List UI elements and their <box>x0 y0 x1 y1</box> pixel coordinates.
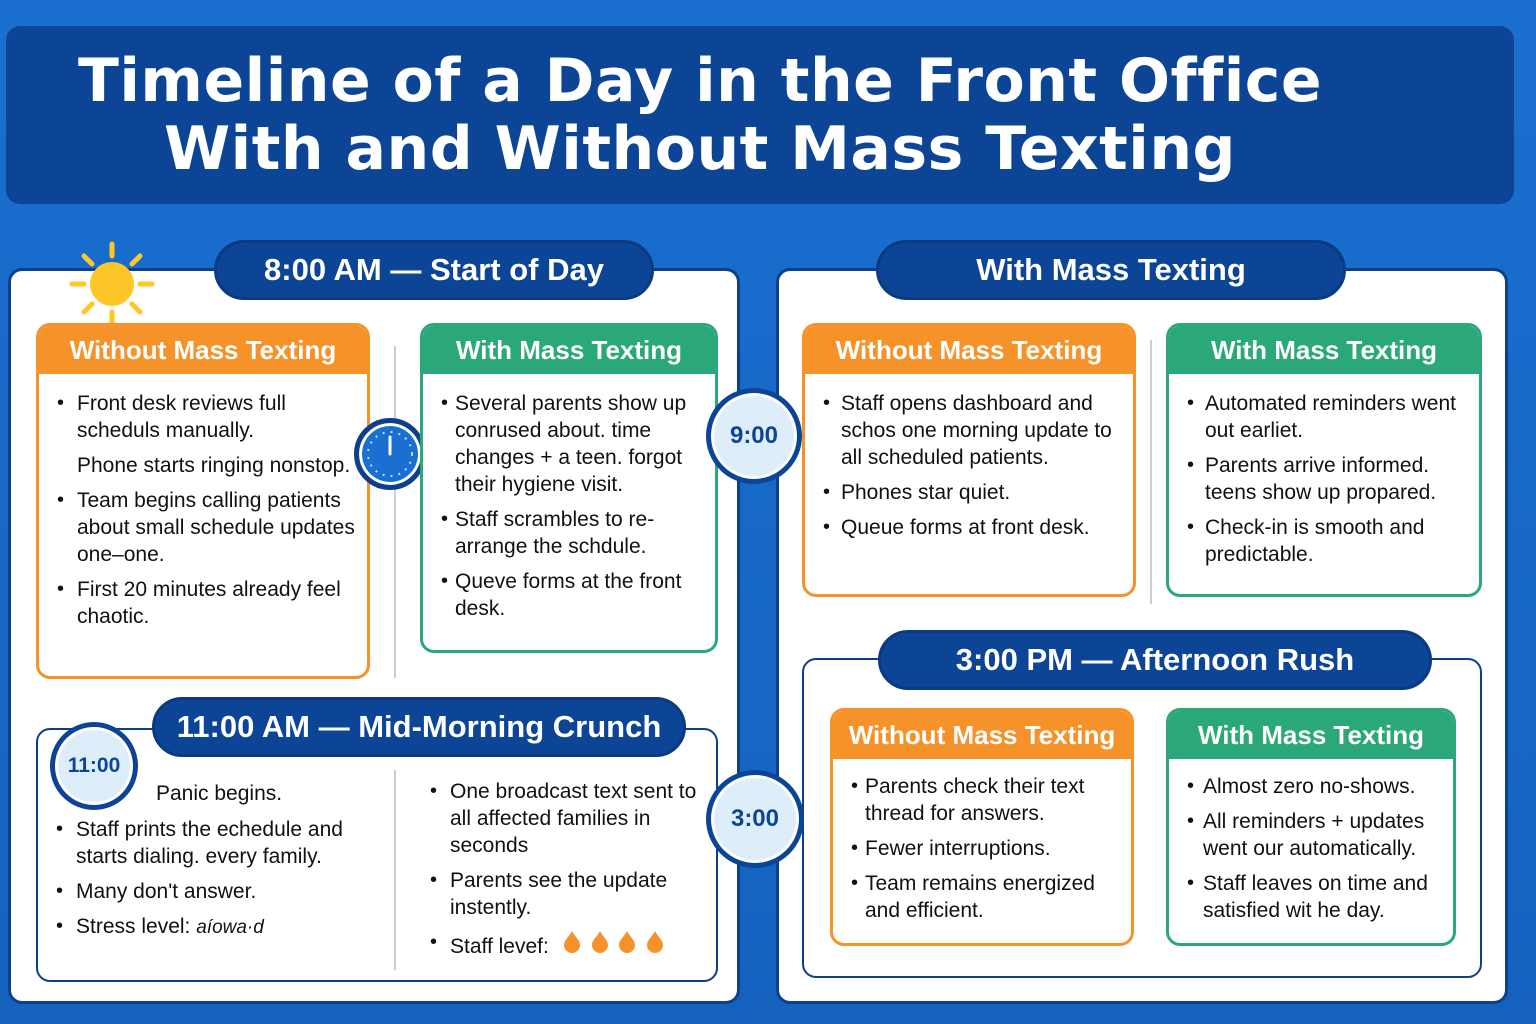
card-8am-without <box>36 323 370 679</box>
droplet-icons <box>561 935 667 958</box>
section-heading-11am: 11:00 AM — Mid-Morning Crunch <box>152 697 686 757</box>
divider <box>1150 340 1152 604</box>
stress-glyph: aíowa·d <box>196 917 264 938</box>
list-item: • Parents see the update instently. <box>412 867 712 921</box>
card-8am-with <box>420 323 718 653</box>
list-item: • Check-in is smooth and predictable. <box>1169 514 1479 568</box>
list-item: • Phones star quiet. <box>805 479 1133 506</box>
divider <box>394 770 396 970</box>
section-heading-3pm: 3:00 PM — Afternoon Rush <box>878 630 1432 690</box>
title-banner <box>6 26 1514 204</box>
list-item: • Staff prints the echedule and starts dialing. every family. <box>38 816 378 870</box>
card-header: Without Mass Texting <box>805 326 1133 374</box>
list-item: • Queve forms at the front desk. <box>423 568 715 622</box>
clock-icon-3pm <box>706 770 804 868</box>
list-item <box>412 929 712 960</box>
list-item: • Almost zero no-shows. <box>1169 773 1453 800</box>
list-item: • Team remains energized and efficient. <box>833 870 1131 924</box>
stress-label: Stress level: <box>76 915 191 938</box>
list-item: • Staff leaves on time and satisfied wit he day. <box>1169 870 1453 924</box>
card-header: Without Mass Texting <box>39 326 367 374</box>
page-title: Timeline of a Day in the Front Office With and Without Mass Texting <box>77 46 1323 184</box>
clock-icon-9am <box>706 388 802 484</box>
panic-text: Panic begins. <box>156 782 283 805</box>
clock-icon <box>354 418 426 490</box>
card-9am-with <box>1166 323 1482 597</box>
card-3pm-without <box>830 708 1134 946</box>
list-item: • Parents check their text thread for answers. <box>833 773 1131 827</box>
list-item: • Queue forms at front desk. <box>805 514 1133 541</box>
droplet-icon <box>589 929 611 953</box>
list-item <box>38 913 378 941</box>
card-header: With Mass Texting <box>423 326 715 374</box>
list-item: • Fewer interruptions. <box>833 835 1131 862</box>
list-item: • Automated reminders went out earliet. <box>1169 390 1479 444</box>
card-header: Without Mass Texting <box>833 711 1131 759</box>
card-header: With Mass Texting <box>1169 326 1479 374</box>
card-9am-without <box>802 323 1136 597</box>
list-item: • Many don't answer. <box>38 878 378 905</box>
section-heading-8am: 8:00 AM — Start of Day <box>214 240 654 300</box>
list-item: • Parents arrive informed. teens show up propared. <box>1169 452 1479 506</box>
droplet-icon <box>644 929 666 953</box>
list-item: Phone starts ringing nonstop. <box>77 454 351 477</box>
card-header: With Mass Texting <box>1169 711 1453 759</box>
list-item: • Several parents show up conrused about. time changes + a teen. forgot their hygiene visit. <box>423 390 715 498</box>
clock-icon-11am <box>50 722 138 810</box>
list-item: • Team begins calling patients about small schedule updates one–one. <box>39 487 367 568</box>
droplet-icon <box>561 929 583 953</box>
list-item: • Staff opens dashboard and schos one morning update to all scheduled patients. <box>805 390 1133 471</box>
section-heading-9am: With Mass Texting <box>876 240 1346 300</box>
list-item: • All reminders + updates went our automatically. <box>1169 808 1453 862</box>
clock-label: 9:00 <box>729 422 779 449</box>
sun-icon <box>66 238 158 330</box>
clock-label: 11:00 <box>67 754 121 777</box>
list-item: • Front desk reviews full scheduls manually. <box>39 390 367 444</box>
droplet-icon <box>616 929 638 953</box>
list-item: • Staff scrambles to re-arrange the schdule. <box>423 506 715 560</box>
list-item: • One broadcast text sent to all affected families in seconds <box>412 778 712 859</box>
list-item: • First 20 minutes already feel chaotic. <box>39 576 367 630</box>
staff-level-label: Staff levef: <box>450 935 549 958</box>
card-3pm-with <box>1166 708 1456 946</box>
divider <box>394 346 396 678</box>
clock-label: 3:00 <box>730 805 780 832</box>
